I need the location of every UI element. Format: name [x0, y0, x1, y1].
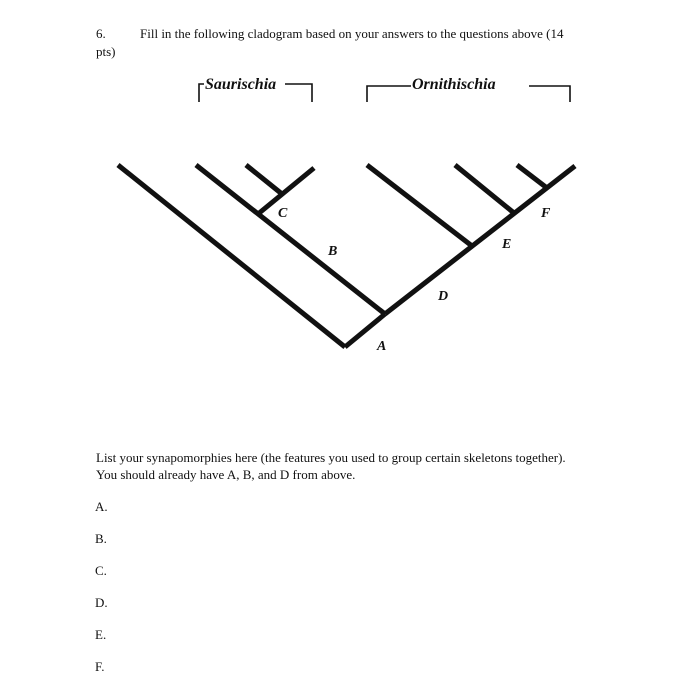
- question-text: Fill in the following cladogram based on your answers to the questions above (14: [140, 26, 564, 41]
- branch-E-left: [455, 165, 514, 213]
- node-label-e: E: [502, 237, 512, 252]
- node-label-c: C: [278, 206, 288, 221]
- clade-label-saurischia: Saurischia: [205, 76, 277, 93]
- branch-C-left: [246, 165, 282, 194]
- question-number: 6.: [96, 26, 106, 41]
- answer-label-e: E.: [95, 627, 107, 642]
- question-points: pts): [96, 44, 116, 59]
- answer-label-d: D.: [95, 595, 108, 610]
- node-label-f: F: [541, 206, 551, 221]
- answer-label-f: F.: [95, 659, 105, 674]
- node-label-b: B: [328, 244, 338, 259]
- branch-F-left: [517, 165, 547, 188]
- clade-label-ornithischia: Ornithischia: [412, 76, 496, 93]
- node-label-a: A: [377, 339, 387, 354]
- branch-D-left: [367, 165, 472, 246]
- answer-label-c: C.: [95, 563, 107, 578]
- synapomorphy-instructions: List your synapomorphies here (the features you used to group certain skeletons together). You should already have A, B, and D from above.: [96, 450, 566, 482]
- synapomorphy-answer-list: [95, 497, 108, 689]
- node-label-d: D: [438, 289, 449, 304]
- answer-label-b: B.: [95, 531, 107, 546]
- answer-label-a: A.: [95, 499, 108, 514]
